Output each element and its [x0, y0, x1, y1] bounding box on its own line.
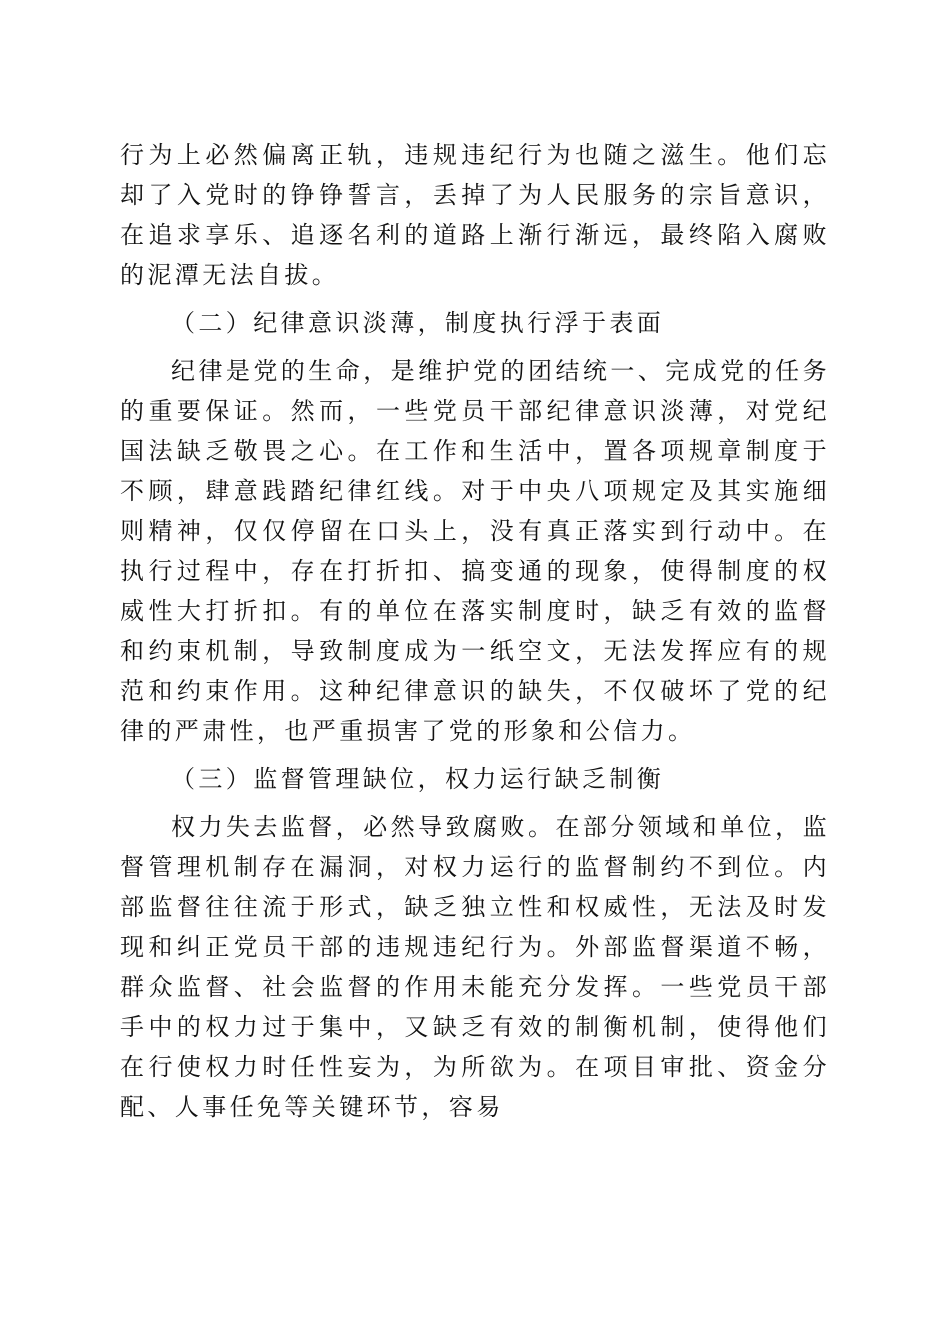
section-heading-2: （二）纪律意识淡薄，制度执行浮于表面: [171, 309, 665, 337]
continued-paragraph: 行为上必然偏离正轨，违规违纪行为也随之滋生。他们忘却了入党时的铮铮誓言，丢掉了为人民服务的宗旨意识，在追求享乐、追逐名利的道路上渐行渐远，最终陷入腐败的泥潭无法自拔。: [120, 141, 830, 289]
section-body-3: 权力失去监督，必然导致腐败。在部分领域和单位，监督管理机制存在漏洞，对权力运行的监督制约不到位。内部监督往往流于形式，缺乏独立性和权威性，无法及时发现和纠正党员干部的违规违纪行为。外部监督渠道不畅，群众监督、社会监督的作用未能充分发挥。一些党员干部手中的权力过于集中，又缺乏有效的制衡机制，使得他们在行使权力时任性妄为，为所欲为。在项目审批、资金分配、人事任免等关键环节，容易: [120, 813, 830, 1121]
section-body-2: 纪律是党的生命，是维护党的团结统一、完成党的任务的重要保证。然而，一些党员干部纪律意识淡薄，对党纪国法缺乏敬畏之心。在工作和生活中，置各项规章制度于不顾，肆意践踏纪律红线。对于中央八项规定及其实施细则精神，仅仅停留在口头上，没有真正落实到行动中。在执行过程中，存在打折扣、搞变通的现象，使得制度的权威性大打折扣。有的单位在落实制度时，缺乏有效的监督和约束机制，导致制度成为一纸空文，无法发挥应有的规范和约束作用。这种纪律意识的缺失，不仅破坏了党的纪律的严肃性，也严重损害了党的形象和公信力。: [120, 357, 830, 745]
document-page: [120, 135, 830, 1135]
section-heading-3: （三）监督管理缺位，权力运行缺乏制衡: [171, 765, 665, 793]
